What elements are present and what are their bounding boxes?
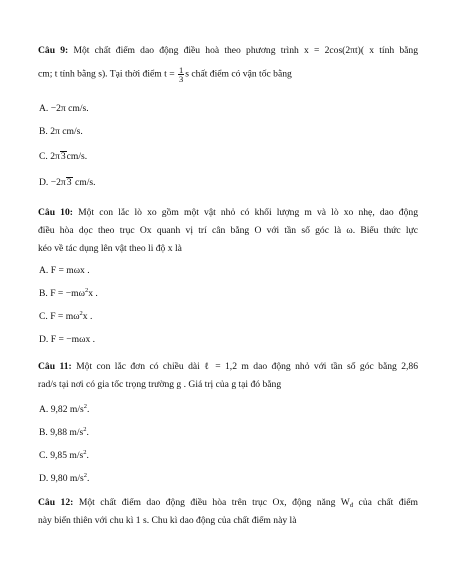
q12-label: Câu 12: <box>38 497 74 508</box>
q9-text-1: Một chất điểm dao động điều hoà theo phương trình x = 2cos(2πt)( x tính bằng <box>73 45 419 56</box>
q11-option-d: D. 9,80 $m/s^2$. <box>39 472 90 484</box>
q9-option-c-radical: 3 <box>60 151 66 162</box>
q9-text-2a: cm; t tính bằng s). Tại thời điểm t = <box>38 68 175 80</box>
q11-label: Câu 11: <box>38 361 72 372</box>
q10-option-d: D. F = −mωx . <box>39 334 96 345</box>
q10-option-a: A. F = mωx . <box>39 265 90 276</box>
q10-label: Câu 10: <box>38 207 73 218</box>
q10-line-3: kéo về tác dụng lên vật theo li độ x là <box>38 243 182 254</box>
q9-text-2b: s chất điểm có vận tốc bằng <box>185 68 292 80</box>
q12-line-2: này biến thiên với chu kì 1 s. Chu kì dao động của chất điểm này là <box>38 515 297 526</box>
q11-option-c: C. 9,85 $m/s^2$. <box>39 449 89 461</box>
q9-option-d: D. −2π3 cm/s. <box>39 177 96 188</box>
q9-label: Câu 9: <box>38 45 69 56</box>
q9-option-d-radical: 3 <box>66 177 72 188</box>
q9-option-b: B. 2π cm/s. <box>39 126 83 137</box>
q9-line-2 <box>38 66 418 83</box>
q9-fraction: $\frac{1}{3}$ <box>179 65 184 84</box>
q9-line-1 <box>38 45 418 57</box>
q11-line-1: Câu 11: Một con lắc đơn có chiều dài ℓ = 1,2 m dao động nhỏ với tần số góc bằng 2,86 <box>38 361 418 372</box>
q11-option-b: B. 9,88 $m/s^2$. <box>39 426 89 438</box>
q10-option-c: C. $F = m\omega^2x$ . <box>39 310 93 322</box>
q11-option-a: A. 9,82 $m/s^2$. <box>39 403 90 415</box>
q10-option-b: B. $F = -m\omega^2x$ . <box>39 287 98 299</box>
q9-option-c: C. 2π3cm/s. <box>39 151 88 162</box>
q10-line-2: điều hòa dọc theo trục Ox quanh vị trí cân bằng O với tần số góc là ω. Biểu thức lực <box>38 225 418 236</box>
q11-line-2: rad/s tại nơi có gia tốc trọng trường g . Giá trị của g tại đó bằng <box>38 379 282 390</box>
q9-option-a: A. −2π cm/s. <box>39 103 89 114</box>
q12-line-1: Câu 12: Một chất điểm dao động điều hòa trên trục Ox, động năng $W_đ$ của chất điểm <box>38 497 418 509</box>
q10-line-1: Câu 10: Một con lắc lò xo gồm một vật nhỏ có khối lượng m và lò xo nhẹ, dao động <box>38 207 418 218</box>
